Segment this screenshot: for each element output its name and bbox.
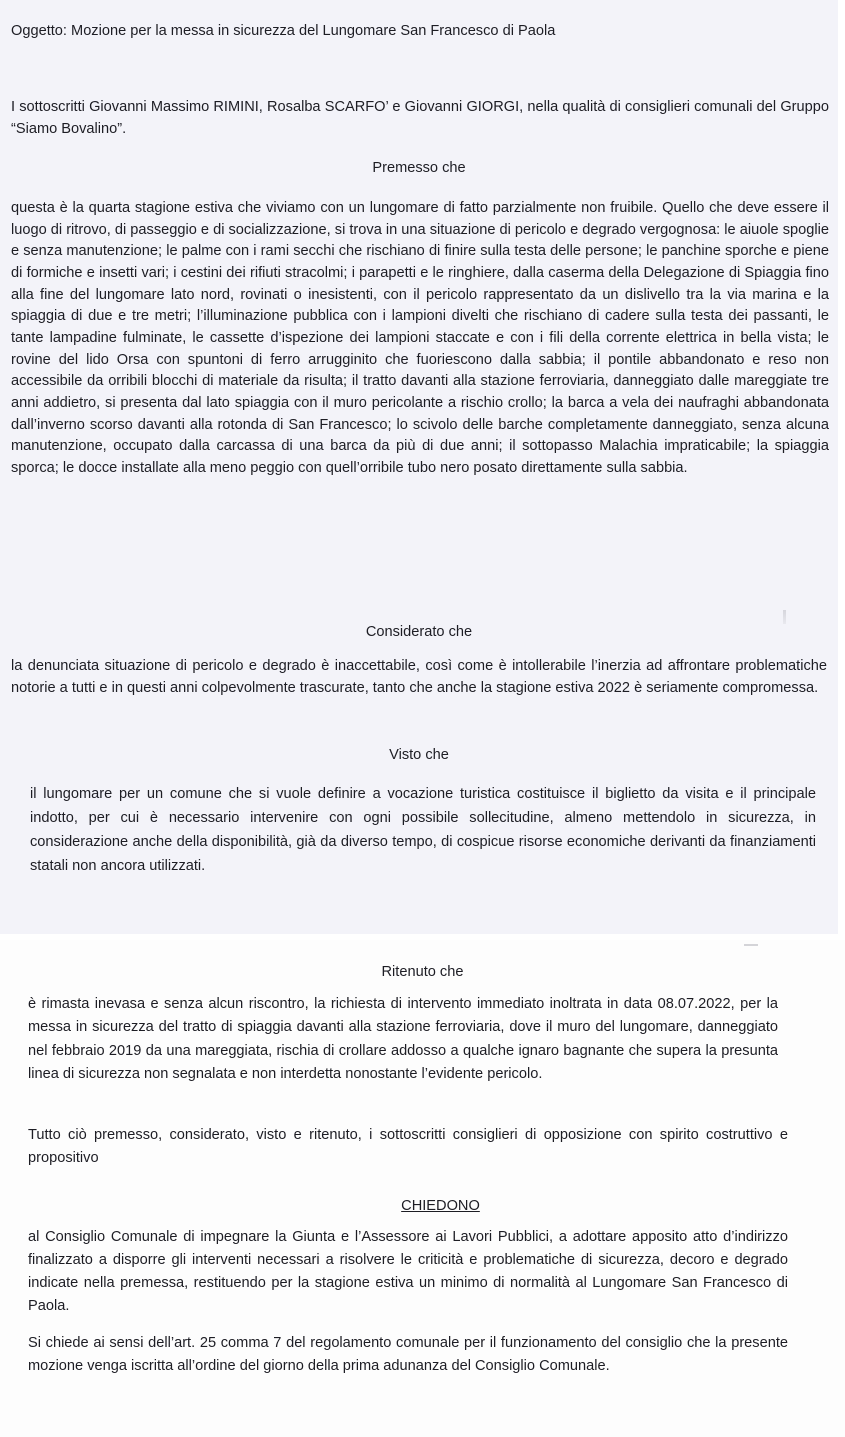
considerato-heading: Considerato che <box>365 624 473 640</box>
visto-heading: Visto che <box>389 747 449 763</box>
chiedono-heading: CHIEDONO <box>401 1198 480 1214</box>
ritenuto-paragraph: è rimasta inevasa e senza alcun riscontro, la richiesta di intervento immediato inoltrata in data 08.07.2022, per la messa in sicurezza del tratto di spiaggia davanti alla stazione ferroviaria, dove il muro del lungomare, danneggiato nel febbraio 2019 da una mareggiata, rischia di crollare addosso a qualche ignaro bagnante che supera la presunta linea di sicurezza non segnalata e non interdetta nonostante l’evidente pericolo. <box>28 996 778 1083</box>
subject-line: Oggetto: Mozione per la messa in sicurezza del Lungomare San Francesco di Paola <box>11 23 556 39</box>
scan-speck <box>744 944 758 946</box>
chiedono-paragraph: al Consiglio Comunale di impegnare la Giunta e l’Assessore ai Lavori Pubblici, a adottare apposito atto d’indirizzo finalizzato a disporre gli interventi necessari a risolvere le criticità e problematiche di sicurezza, decoro e degrado indicate nella premessa, restituendo per la stagione estiva un minimo di normalità al Lungomare San Francesco di Paola. <box>28 1229 788 1314</box>
ritenuto-heading: Ritenuto che <box>381 964 464 980</box>
closing-paragraph: Si chiede ai sensi dell’art. 25 comma 7 del regolamento comunale per il funzionamento del consiglio che la presente mozione venga iscritta all’ordine del giorno della prima adunanza del Consiglio Comunale. <box>28 1335 788 1374</box>
summary-paragraph: Tutto ciò premesso, considerato, visto e ritenuto, i sottoscritti consiglieri di opposizione con spirito costruttivo e propositivo <box>28 1127 788 1166</box>
considerato-paragraph: la denunciata situazione di pericolo e degrado è inaccettabile, così come è intollerabile l’inerzia ad affrontare problematiche notorie a tutti e in questi anni colpevolmente trascurate, tanto che anche la stagione estiva 2022 è seriamente compromessa. <box>11 658 827 696</box>
visto-paragraph: il lungomare per un comune che si vuole definire a vocazione turistica costituisce il biglietto da visita e il principale indotto, per cui è necessario intervenire con ogni possibile sollecitudine, almeno mettendolo in sicurezza, in considerazione anche della disponibilità, già da diverso tempo, di cospicue risorse economiche derivanti da finanziamenti statali non ancora utilizzati. <box>30 786 816 874</box>
premesso-heading: Premesso che <box>372 160 466 176</box>
premesso-paragraph: questa è la quarta stagione estiva che viviamo con un lungomare di fatto parzialmente non fruibile. Quello che deve essere il luogo di ritrovo, di passeggio e di socializzazione, si trova in una situazione di pericolo e degrado vergognosa: le aiuole spoglie e senza manutenzione; le palme con i rami secchi che rischiano di finire sulla testa delle persone; le panchine sporche e piene di formiche e insetti vari; i cestini dei rifiuti stracolmi; i parapetti e le ringhiere, dalla caserma della Delegazione di Spiaggia fino alla fine del lungomare lato nord, rovinati o inesistenti, con il pericolo rappresentato da un dislivello tra la via marina e la spiaggia di due e tre metri; l’illuminazione pubblica con i lampioni divelti che rischiano di cadere sulla testa dei passanti, le tante lampadine fulminate, le cassette d’ispezione dei lampioni staccate e con i fili della corrente elettrica in bella vista; le rovine del lido Orsa con spuntoni di ferro arrugginito che fuoriescono dalla sabbia; il pontile abbandonato e reso non accessibile da orribili blocchi di materiale da risulta; il tratto davanti alla stazione ferroviaria, danneggiato dalle mareggiate tre anni addietro, si presenta dal lato spiaggia con il muro pericolante a rischio crollo; la barca a vela dei naufraghi abbandonata dall’inverno scorso davanti alla rotonda di San Francesco; lo scivolo delle barche completamente danneggiato, senza alcuna manutenzione, occupato dalla carcassa di una barca da più di due anni; il sottopasso Malachia impraticabile; la spiaggia sporca; le docce installate alla meno peggio con quell’orribile tubo nero posato direttamente sulla sabbia. <box>11 200 829 476</box>
intro-paragraph: I sottoscritti Giovanni Massimo RIMINI, Rosalba SCARFO’ e Giovanni GIORGI, nella qualità di consiglieri comunali del Gruppo “Siamo Bovalino”. <box>11 99 829 137</box>
